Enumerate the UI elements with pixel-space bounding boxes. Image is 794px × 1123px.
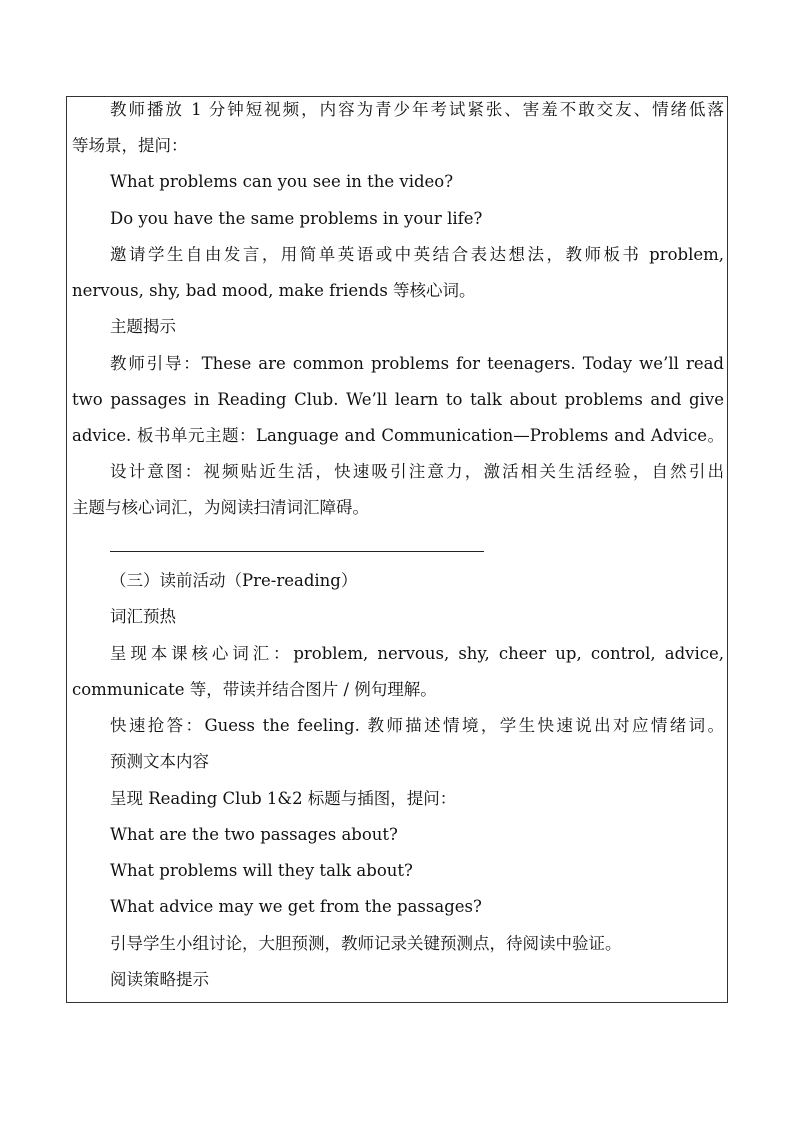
paragraph-line: 主题与核心词汇，为阅读扫清词汇障碍。 [72,498,369,517]
paragraph-line: advice. 板书单元主题：Language and Communication—Problems and Advice。 [72,426,724,445]
section-divider [110,551,484,552]
subsection-heading: 词汇预热 [110,607,176,626]
question-line: What advice may we get from the passages? [110,897,482,916]
paragraph-line: communicate 等，带读并结合图片 / 例句理解。 [72,680,437,699]
paragraph-line: 呈现 Reading Club 1&2 标题与插图，提问： [110,789,457,808]
paragraph-line: 呈现本课核心词汇：problem, nervous, shy, cheer up, control, advice, [110,644,724,663]
paragraph-line: 等场景，提问： [72,136,188,155]
paragraph-line: 教师播放 1 分钟短视频，内容为青少年考试紧张、害羞不敢交友、情绪低落 [110,100,724,119]
question-line: What problems will they talk about? [110,861,413,880]
paragraph-line: 快速抢答：Guess the feeling. 教师描述情境，学生快速说出对应情绪词。 [110,716,724,735]
paragraph-line: nervous, shy, bad mood, make friends 等核心词。 [72,281,476,300]
question-line: Do you have the same problems in your life? [110,209,483,228]
section-heading: 主题揭示 [110,317,176,336]
subsection-heading: 预测文本内容 [110,752,209,771]
section-heading: （三）读前活动（Pre-reading） [110,571,358,590]
paragraph-line: two passages in Reading Club. We’ll learn to talk about problems and give [72,390,724,409]
question-line: What are the two passages about? [110,825,398,844]
subsection-heading: 阅读策略提示 [110,970,209,989]
paragraph-line: 设计意图：视频贴近生活，快速吸引注意力，激活相关生活经验，自然引出 [110,462,724,481]
paragraph-line: 引导学生小组讨论，大胆预测，教师记录关键预测点，待阅读中验证。 [110,934,622,953]
paragraph-line: 教师引导：These are common problems for teenagers. Today we’ll read [110,354,724,373]
question-line: What problems can you see in the video? [110,172,454,191]
paragraph-line: 邀请学生自由发言，用简单英语或中英结合表达想法，教师板书 problem, [110,245,724,264]
